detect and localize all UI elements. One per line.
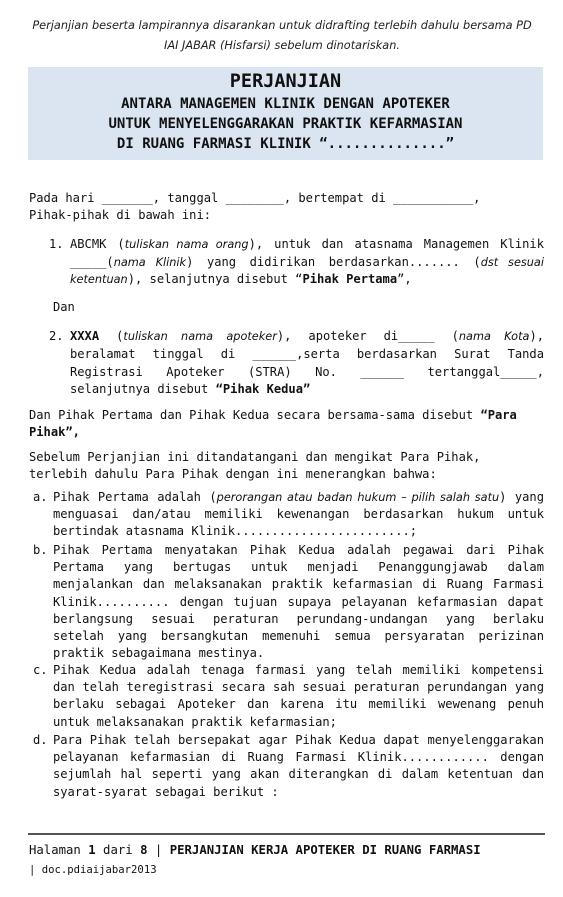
recital-label: b.	[33, 543, 48, 557]
item-number: 2.	[49, 329, 64, 343]
hint-text: dst sesuai ketentuan	[70, 255, 544, 286]
recital-label: c.	[33, 663, 48, 677]
item-text: , selanjutnya disebut “	[135, 272, 303, 286]
footer-title: PERJANJIAN KERJA APOTEKER DI RUANG FARMASI	[169, 843, 481, 857]
party-two-item: XXXA (tuliskan nama apoteker), apoteker di_____ (nama Kota), beralamat tinggal di ______,serta berdasarkan Surat Tanda Registrasi Apoteker (STRA) No. ______ tertanggal_____, selanjutnya disebut “Pihak Kedua”	[70, 329, 545, 397]
document-title: PERJANJIAN	[229, 71, 342, 92]
recital-label: a.	[33, 490, 48, 504]
hint-text: tuliskan nama apoteker	[123, 330, 277, 343]
hint-text: tuliskan nama orang	[124, 238, 249, 251]
item-text: ”,	[397, 272, 412, 286]
title-line: ANTARA MANAGEMEN KLINIK DENGAN APOTEKER	[121, 96, 450, 112]
item-text: yang didirikan berdasarkan.......	[193, 254, 460, 269]
page-number: 1	[88, 843, 96, 857]
party-one-item: ABCMK (tuliskan nama orang), untuk dan atasnama Managemen Klinik _____(nama Klinik) yang didirikan berdasarkan....... (dst sesuai ketentuan), selanjutnya disebut “Pihak Pertama”,	[70, 237, 544, 286]
item-text: , beralamat tinggal di ______,serta berdasarkan Surat Tanda Registrasi Apoteker (STRA) No. ______ tertanggal_____, selanjutnya disebut	[70, 329, 545, 397]
page-total: 8	[140, 843, 148, 857]
doc-code: doc.pdiaijabar2013	[41, 864, 157, 876]
footer-divider	[28, 833, 545, 835]
recital-text: ) yang menguasai dan/atau memiliki kewenangan berdasarkan hukum untuk bertindak atasnama Klinik........................;	[53, 490, 544, 539]
preamble-line: Sebelum Perjanjian ini ditandatangani dan mengikat Para Pihak,	[29, 450, 481, 464]
party-one-label: Pihak Pertama	[302, 272, 398, 286]
title-line: UNTUK MENYELENGGARAKAN PRAKTIK KEFARMASIAN	[108, 116, 463, 132]
item-text: , apoteker di_____	[284, 329, 435, 343]
hint-text: perorangan atau badan hukum – pilih salah satu	[216, 491, 500, 504]
para-pihak-text: Dan Pihak Pertama dan Pihak Kedua secara bersama-sama disebut	[29, 408, 481, 422]
drafting-note	[24, 16, 540, 56]
dan-text: Dan	[53, 300, 75, 314]
intro-paragraph	[29, 190, 545, 224]
para-pihak-label: “Para Pihak”,	[29, 408, 517, 440]
blank-field: _____	[70, 254, 107, 269]
item-number: 1.	[49, 237, 64, 251]
page-footer: Halaman 1 dari 8 | PERJANJIAN KERJA APOTEKER DI RUANG FARMASI	[29, 843, 481, 857]
hint-text: nama Kota	[458, 330, 530, 343]
recital-d: Para Pihak telah bersepakat agar Pihak Kedua dapat menyelenggarakan pelayanan kefarmasian di Ruang Farmasi Klinik............ dengan sejumlah hal seperti yang akan diterangkan di dalam ketentuan dan syarat-syarat sebagai berikut :	[53, 733, 544, 799]
doc-reference: | doc.pdiaijabar2013	[29, 864, 157, 876]
party-two-label: “Pihak Kedua”	[215, 382, 311, 397]
item-text: , untuk dan atasnama Managemen Klinik	[255, 237, 544, 251]
intro-line: Pihak-pihak di bawah ini:	[29, 208, 212, 223]
recital-b: Pihak Pertama menyatakan Pihak Kedua adalah pegawai dari Pihak Pertama yang bertugas untuk menjadi Penanggungjawab dalam menjalankan dan melaksanakan praktik kefarmasian di Ruang Farmasi Klinik.......... dengan tujuan supaya pelayanan kefarmasian dapat berlangsung sesuai peraturan perundang-undangan yang berlaku setelah yang bersangkutan memenuhi semua persyaratan perizinan praktik sebagaimana mestinya.	[53, 543, 544, 661]
recital-text: Pihak Pertama adalah (	[53, 490, 217, 504]
note-line: Perjanjian beserta lampirannya disarankan untuk didrafting terlebih dahulu bersama PD	[32, 19, 532, 32]
hint-text: nama Klinik	[113, 255, 187, 269]
of-word: dari	[103, 843, 133, 857]
preamble-line: terlebih dahulu Para Pihak dengan ini menerangkan bahwa:	[29, 467, 437, 482]
party-one-name: ABCMK	[70, 237, 107, 251]
note-line: IAI JABAR (Hisfarsi) sebelum dinotariskan.	[164, 39, 400, 52]
para-pihak-paragraph	[29, 407, 545, 441]
page-word: Halaman	[29, 843, 81, 857]
party-two-name: XXXA	[70, 329, 100, 343]
recital-label: d.	[33, 733, 48, 747]
recital-c: Pihak Kedua adalah tenaga farmasi yang telah memiliki kompetensi dan telah teregistrasi secara sah sesuai peraturan perundangan yang berlaku sebagai Apoteker dan karena itu memiliki wewenang penuh untuk melaksanakan praktik kefarmasian;	[53, 663, 544, 729]
preamble-paragraph	[29, 449, 545, 483]
intro-line: Pada hari _______, tanggal ________, bertempat di ___________,	[29, 191, 481, 205]
title-block	[28, 67, 543, 160]
title-line: DI RUANG FARMASI KLINIK “..............”	[116, 136, 455, 152]
recital-a	[53, 489, 544, 541]
